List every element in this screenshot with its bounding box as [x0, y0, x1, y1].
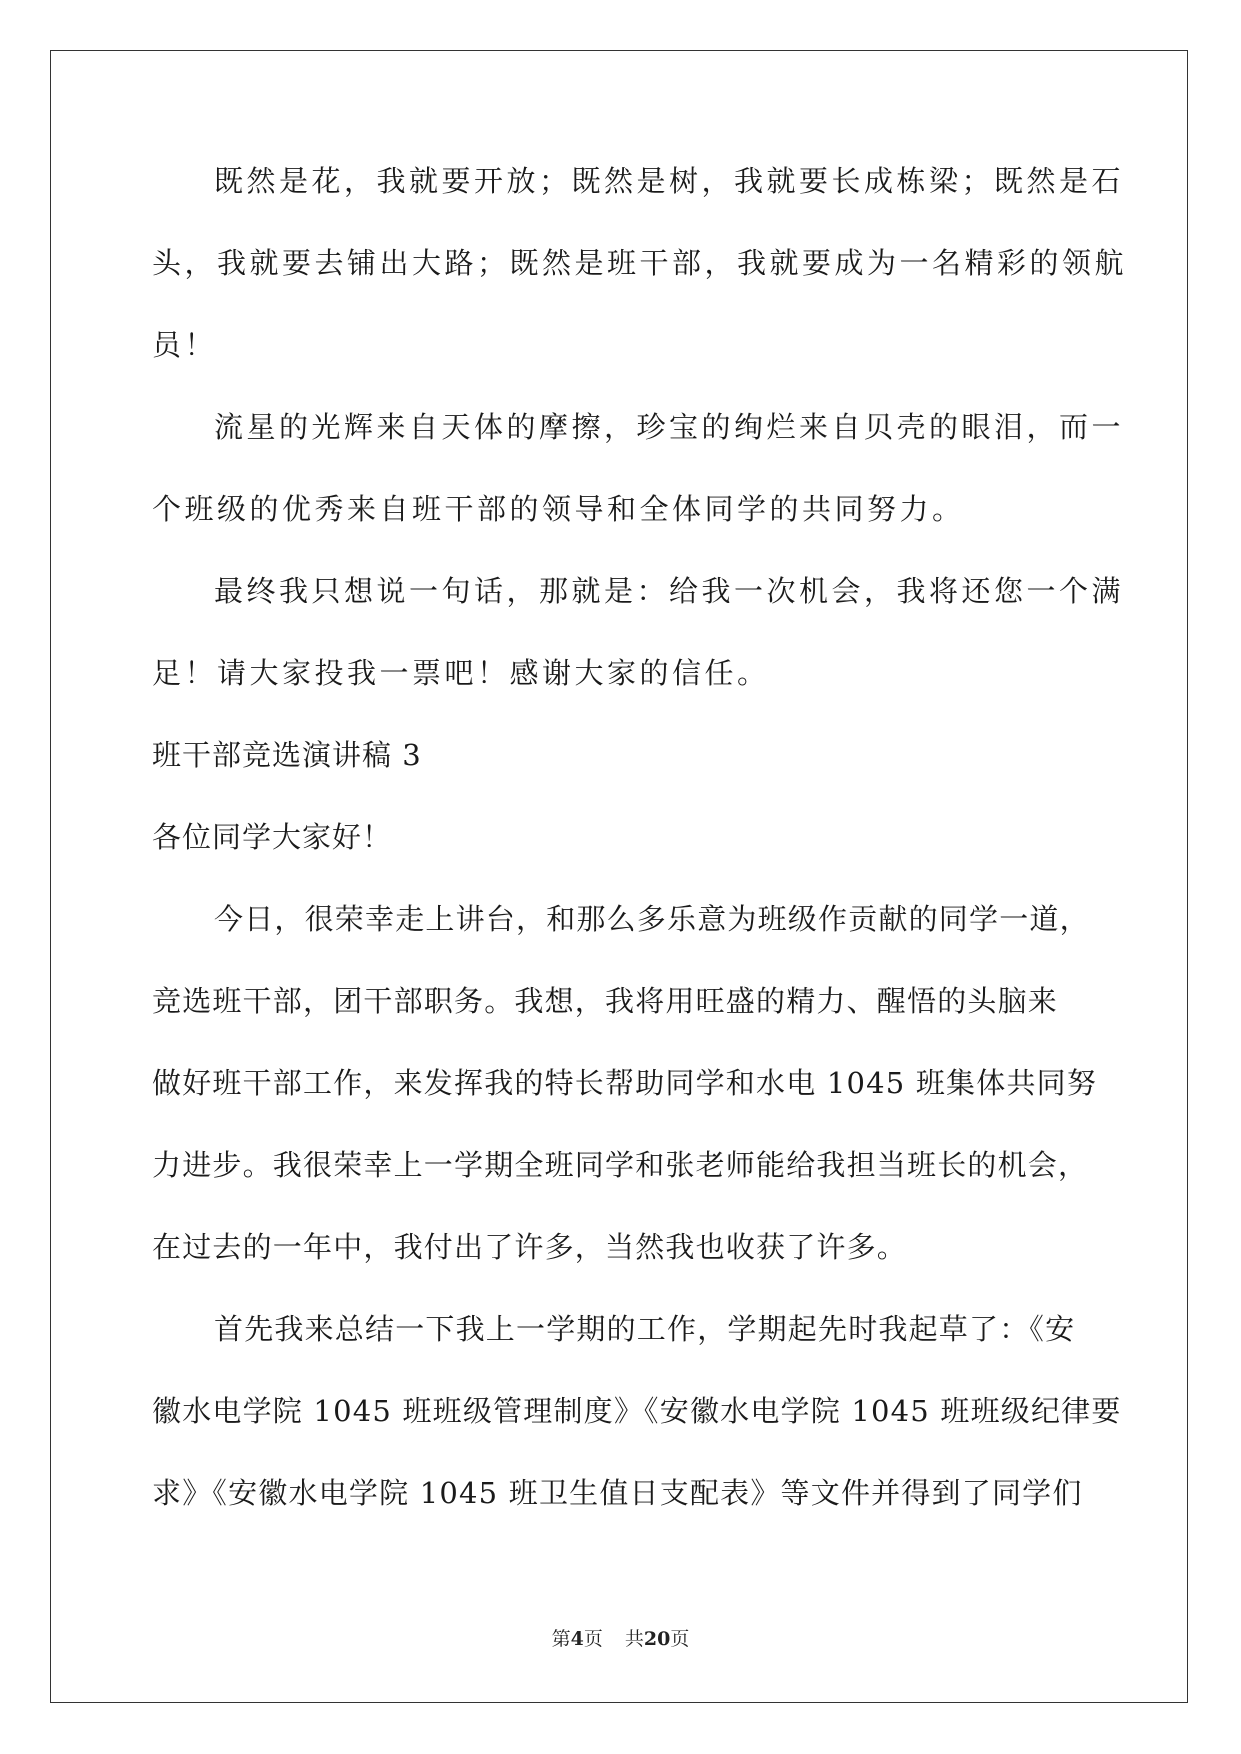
- paragraph-line: 既然是花，我就要开放；既然是树，我就要长成栋梁；既然是石: [214, 164, 1125, 198]
- paragraph-line: 徽水电学院 1045 班班级管理制度》《安徽水电学院 1045 班班级纪律要: [152, 1394, 1122, 1428]
- paragraph-line: 个班级的优秀来自班干部的领导和全体同学的共同努力。: [152, 492, 965, 526]
- paragraph-line: 首先我来总结一下我上一学期的工作，学期起先时我起草了：《安: [214, 1312, 1076, 1346]
- greeting-line: 各位同学大家好！: [152, 820, 393, 854]
- paragraph-line: 力进步。我很荣幸上一学期全班同学和张老师能给我担当班长的机会，: [152, 1148, 1089, 1182]
- paragraph-line: 竞选班干部，团干部职务。我想，我将用旺盛的精力、醒悟的头脑来: [152, 984, 1059, 1018]
- page-prefix: 第: [551, 1628, 571, 1650]
- section-heading: 班干部竞选演讲稿 3: [152, 738, 422, 772]
- paragraph-line: 做好班干部工作，来发挥我的特长帮助同学和水电 1045 班集体共同努: [152, 1066, 1098, 1100]
- paragraph-line: 最终我只想说一句话，那就是：给我一次机会，我将还您一个满: [214, 574, 1125, 608]
- total-suffix: 页: [670, 1628, 690, 1650]
- paragraph-line: 今日，很荣幸走上讲台，和那么多乐意为班级作贡献的同学一道，: [214, 902, 1090, 936]
- total-prefix: 共: [624, 1628, 644, 1650]
- page-current: 4: [570, 1628, 584, 1650]
- paragraph-line: 流星的光辉来自天体的摩擦，珍宝的绚烂来自贝壳的眼泪，而一: [214, 410, 1125, 444]
- document-body: [152, 160, 1128, 1554]
- page-suffix: 页: [583, 1628, 603, 1650]
- page-total: 20: [643, 1628, 671, 1650]
- paragraph-line: 求》《安徽水电学院 1045 班卫生值日支配表》等文件并得到了同学们: [152, 1476, 1083, 1510]
- page-footer: [0, 1624, 1241, 1651]
- paragraph-line: 员！: [152, 328, 218, 362]
- paragraph-line: 在过去的一年中，我付出了许多，当然我也收获了许多。: [152, 1230, 908, 1264]
- paragraph-line: 头，我就要去铺出大路；既然是班干部，我就要成为一名精彩的领航: [152, 246, 1128, 280]
- paragraph-line: 足！请大家投我一票吧！感谢大家的信任。: [152, 656, 770, 690]
